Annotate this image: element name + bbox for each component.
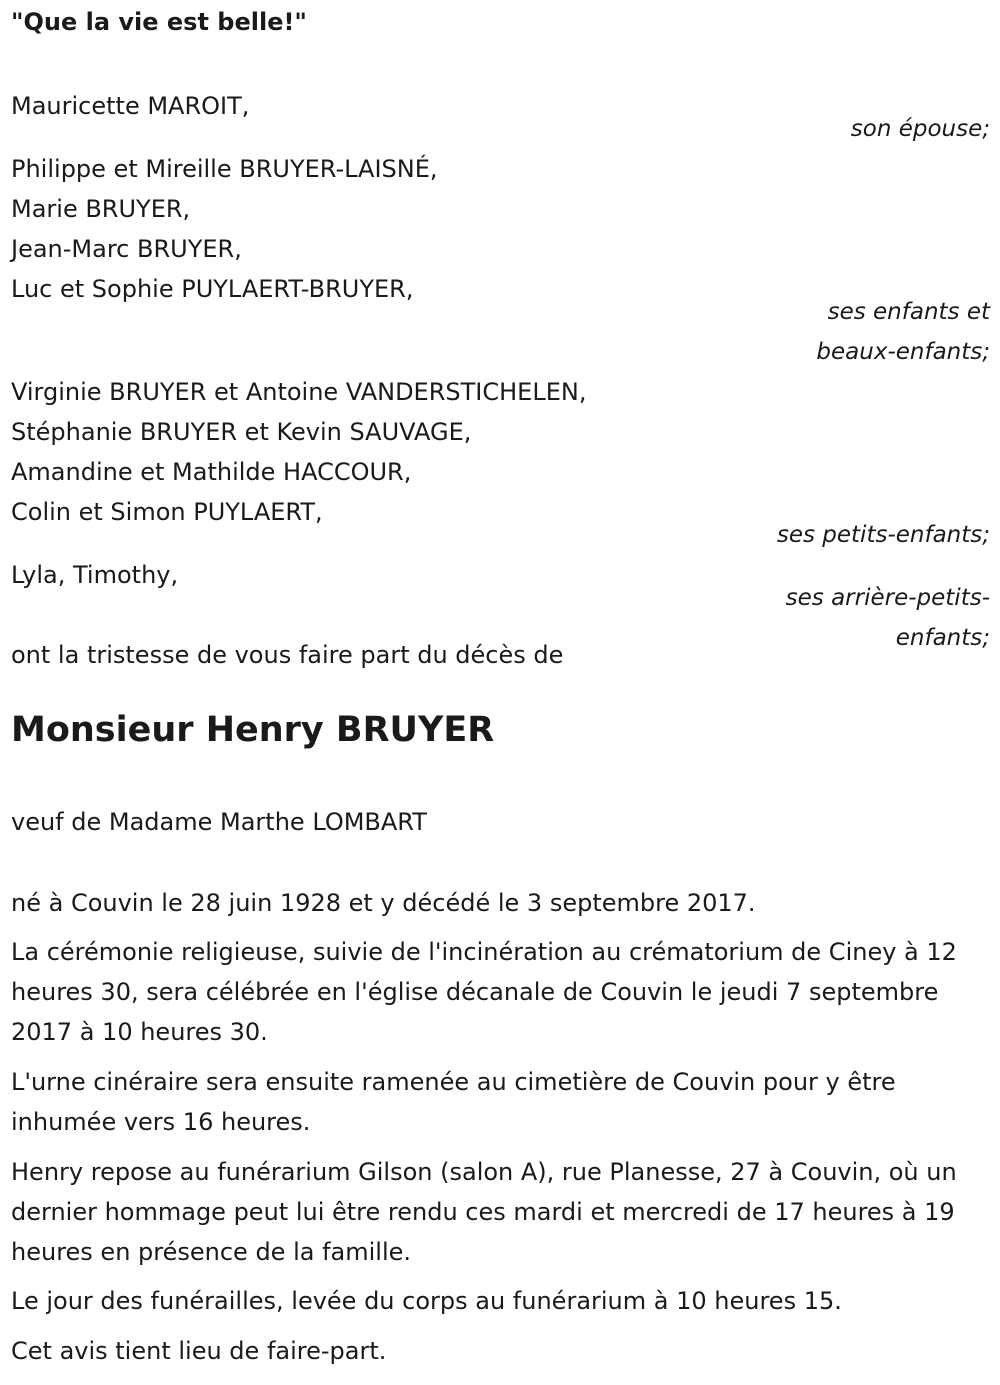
- great-grandchildren-relation-line-1: ses arrière-petits-: [785, 585, 990, 611]
- grandchildren-list: [11, 372, 586, 532]
- closing-line: Cet avis tient lieu de faire-part.: [11, 1337, 387, 1365]
- children-relation-line-2: beaux-enfants;: [816, 339, 990, 365]
- funeral-day-paragraph: Le jour des funérailles, levée du corps au funérarium à 10 heures 15.: [11, 1287, 842, 1315]
- ceremony-paragraph: La cérémonie religieuse, suivie de l'incinération au crématorium de Ciney à 12 heures 30, sera célébrée en l'église décanale de Couvin le jeudi 7 septembre 2017 à 10 heures 30.: [11, 938, 957, 1046]
- children-list: [11, 149, 438, 309]
- child-name: Jean-Marc BRUYER,: [11, 235, 242, 263]
- birth-death: né à Couvin le 28 juin 1928 et y décédé le 3 septembre 2017.: [11, 889, 756, 917]
- grandchildren-relation: ses petits-enfants;: [776, 522, 990, 548]
- grandchild-name: Virginie BRUYER et Antoine VANDERSTICHELEN,: [11, 378, 587, 406]
- great-grandchildren-names: Lyla, Timothy,: [11, 561, 179, 589]
- child-name: Philippe et Mireille BRUYER-LAISNÉ,: [11, 155, 438, 183]
- urn-paragraph: L'urne cinéraire sera ensuite ramenée au cimetière de Couvin pour y être inhumée vers 16 heures.: [11, 1068, 896, 1136]
- funeral-home-paragraph: Henry repose au funérarium Gilson (salon A), rue Planesse, 27 à Couvin, où un dernier hommage peut lui être rendu ces mardi et mercredi de 17 heures à 19 heures en présence de la famille.: [11, 1158, 957, 1266]
- spouse-relation: son épouse;: [850, 116, 990, 142]
- child-name: Marie BRUYER,: [11, 195, 191, 223]
- grandchild-name: Colin et Simon PUYLAERT,: [11, 498, 323, 526]
- children-relation-line-1: ses enfants et: [827, 299, 990, 325]
- great-grandchildren-relation-line-2: enfants;: [895, 625, 990, 651]
- deceased-name: Monsieur Henry BRUYER: [11, 710, 495, 750]
- widower-of: veuf de Madame Marthe LOMBART: [11, 808, 427, 836]
- child-name: Luc et Sophie PUYLAERT-BRUYER,: [11, 275, 414, 303]
- announcement-intro: ont la tristesse de vous faire part du décès de: [11, 641, 564, 669]
- grandchild-name: Amandine et Mathilde HACCOUR,: [11, 458, 412, 486]
- grandchild-name: Stéphanie BRUYER et Kevin SAUVAGE,: [11, 418, 472, 446]
- notice-quote: "Que la vie est belle!": [11, 8, 307, 36]
- spouse-name: Mauricette MAROIT,: [11, 92, 250, 120]
